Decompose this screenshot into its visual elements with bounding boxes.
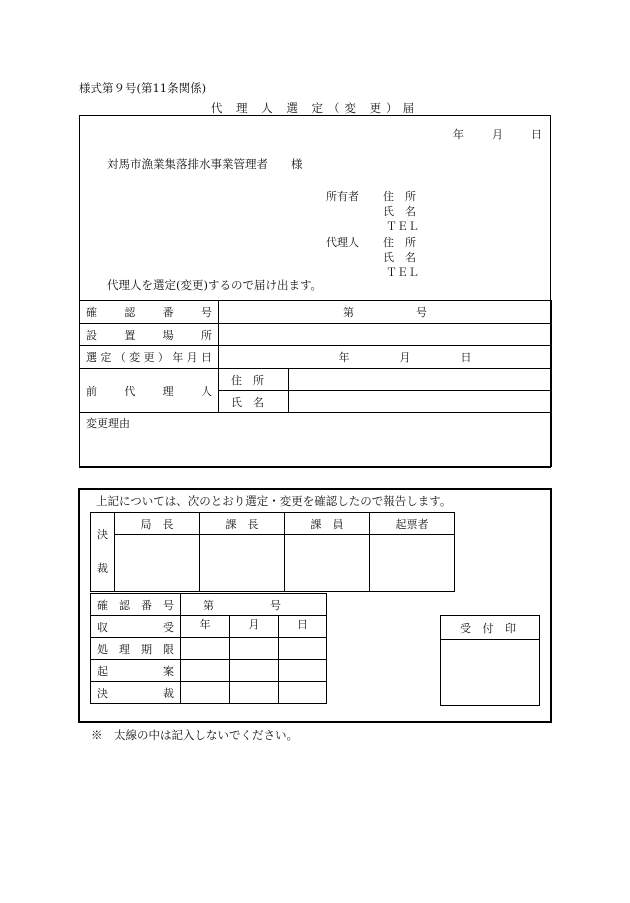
decision-label bbox=[91, 513, 115, 592]
day-label: 日 bbox=[297, 618, 308, 631]
office-intro: 上記については、次のとおり選定・変更を確認したので報告します。 bbox=[96, 494, 452, 508]
receipt-day[interactable] bbox=[279, 616, 327, 638]
change-reason-label: 変更理由 bbox=[86, 417, 130, 430]
draft-label bbox=[91, 660, 181, 682]
prev-agent-label bbox=[80, 369, 219, 413]
selection-date-label bbox=[80, 346, 219, 369]
dai-label: 第 bbox=[203, 598, 214, 612]
agent-label: 代理人 bbox=[326, 236, 359, 249]
draft-year[interactable] bbox=[181, 660, 230, 682]
approver-drafter: 起票者 bbox=[370, 513, 455, 535]
footnote: ※ 太線の中は記入しないでください。 bbox=[91, 728, 298, 742]
receipt-month[interactable] bbox=[230, 616, 279, 638]
prev-address-label: 住 所 bbox=[219, 369, 289, 391]
go-label: 号 bbox=[416, 306, 427, 319]
deadline-day[interactable] bbox=[279, 638, 327, 660]
receipt-label bbox=[91, 616, 181, 638]
decided-year[interactable] bbox=[181, 682, 230, 704]
location-label-text: 設 置 場 所 bbox=[86, 328, 212, 342]
agent-address-label: 住 所 bbox=[383, 236, 416, 249]
draft-day[interactable] bbox=[279, 660, 327, 682]
prev-name-value[interactable] bbox=[289, 391, 552, 413]
month-label: 月 bbox=[399, 351, 411, 364]
confirm-number-value[interactable] bbox=[219, 301, 552, 324]
receipt-label-text: 収 受 bbox=[97, 620, 174, 634]
stamp-cell-drafter[interactable] bbox=[370, 535, 455, 592]
prev-agent-label-text: 前 代 理 人 bbox=[86, 384, 212, 398]
addressee: 対馬市漁業集落排水事業管理者 様 bbox=[107, 157, 303, 171]
day-label: 日 bbox=[531, 128, 542, 141]
submission-date bbox=[453, 126, 542, 142]
confirm-number-label-text: 確 認 番 号 bbox=[86, 306, 212, 319]
dai-label: 第 bbox=[343, 306, 354, 319]
confirm-no-value[interactable] bbox=[181, 594, 327, 616]
month-label: 月 bbox=[492, 128, 503, 141]
year-label: 年 bbox=[199, 618, 211, 631]
stamp-cell-director[interactable] bbox=[115, 535, 200, 592]
decided-label bbox=[91, 682, 181, 704]
deadline-month[interactable] bbox=[230, 638, 279, 660]
owner-tel-label: ＴＥＬ bbox=[386, 220, 419, 233]
approver-director: 局 長 bbox=[115, 513, 200, 535]
agent-name-label: 氏 名 bbox=[383, 251, 416, 264]
decision-char-1: 決 bbox=[97, 528, 108, 541]
notification-text: 代理人を選定(変更)するので届け出ます。 bbox=[107, 278, 323, 292]
stamp-cell-section-chief[interactable] bbox=[200, 535, 285, 592]
year-label: 年 bbox=[338, 351, 350, 364]
owner-name-label: 氏 名 bbox=[383, 205, 416, 218]
owner-address-label: 住 所 bbox=[383, 190, 416, 203]
draft-label-text: 起 案 bbox=[97, 664, 174, 678]
deadline-label-text: 処 理 期 限 bbox=[97, 642, 174, 656]
decided-month[interactable] bbox=[230, 682, 279, 704]
reception-stamp-box bbox=[440, 615, 540, 706]
prev-name-label: 氏 名 bbox=[219, 391, 289, 413]
confirm-no-label-text: 確 認 番 号 bbox=[97, 598, 174, 612]
location-label bbox=[80, 324, 219, 346]
stamp-cell-staff[interactable] bbox=[285, 535, 370, 592]
application-table bbox=[79, 300, 552, 467]
form-number: 様式第９号(第11条関係) bbox=[79, 81, 207, 95]
deadline-label bbox=[91, 638, 181, 660]
deadline-year[interactable] bbox=[181, 638, 230, 660]
month-label: 月 bbox=[248, 618, 260, 631]
approver-staff: 課 員 bbox=[285, 513, 370, 535]
year-label: 年 bbox=[453, 128, 464, 141]
draft-month[interactable] bbox=[230, 660, 279, 682]
agent-tel-label: ＴＥＬ bbox=[386, 266, 419, 279]
owner-label: 所有者 bbox=[326, 190, 359, 203]
decision-char-2: 裁 bbox=[97, 562, 108, 575]
receipt-year[interactable] bbox=[181, 616, 230, 638]
decided-day[interactable] bbox=[279, 682, 327, 704]
processing-table bbox=[90, 593, 327, 704]
approval-table bbox=[90, 512, 455, 592]
approver-section-chief: 課 長 bbox=[200, 513, 285, 535]
confirm-number-label bbox=[80, 301, 219, 324]
go-label: 号 bbox=[270, 598, 281, 612]
location-value[interactable] bbox=[219, 324, 552, 346]
reception-stamp-label bbox=[441, 616, 540, 640]
decided-label-text: 決 裁 bbox=[97, 686, 174, 700]
prev-address-value[interactable] bbox=[289, 369, 552, 391]
page-title: 代 理 人 選 定（変 更）届 bbox=[210, 101, 420, 115]
selection-date-label-text: 選 定 （ 変 更 ） 年 月 日 bbox=[86, 351, 212, 364]
day-label: 日 bbox=[460, 351, 472, 364]
reception-stamp-label-text: 受 付 印 bbox=[460, 621, 520, 635]
reception-stamp-area[interactable] bbox=[441, 640, 540, 706]
selection-date-value[interactable] bbox=[219, 346, 552, 369]
confirm-no-label bbox=[91, 594, 181, 616]
change-reason[interactable] bbox=[80, 413, 552, 467]
